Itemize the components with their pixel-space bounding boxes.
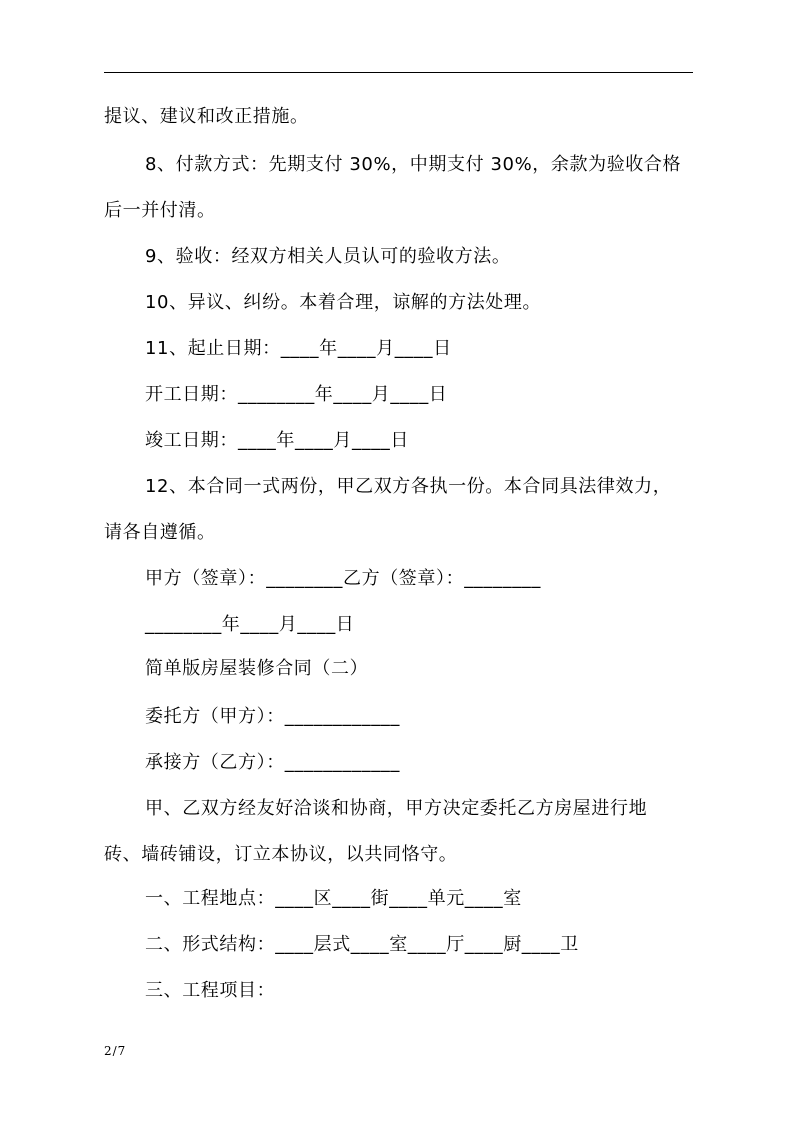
page-number: 2/7 xyxy=(104,1044,127,1058)
text-line: 甲方（签章）：________乙方（签章）：________ xyxy=(145,568,541,589)
text-line: 竣工日期：____年____月____日 xyxy=(145,430,409,451)
text-line: 二、形式结构：____层式____室____厅____厨____卫 xyxy=(145,934,579,955)
text-line: 10、异议、纠纷。本着合理，谅解的方法处理。 xyxy=(145,292,542,313)
text-line: 承接方（乙方）：____________ xyxy=(145,752,400,773)
text-line: ________年____月____日 xyxy=(145,614,355,635)
text-line: 委托方（甲方）：____________ xyxy=(145,706,400,727)
text-line: 甲、乙双方经友好洽谈和协商，甲方决定委托乙方房屋进行地 xyxy=(145,798,648,819)
text-line: 请各自遵循。 xyxy=(104,522,216,543)
section-title: 简单版房屋装修合同（二） xyxy=(145,658,369,679)
text-line: 9、验收：经双方相关人员认可的验收方法。 xyxy=(145,246,511,267)
text-line: 12、本合同一式两份，甲乙双方各执一份。本合同具法律效力， xyxy=(145,476,672,497)
text-line: 8、付款方式：先期支付 30%，中期支付 30%，余款为验收合格 xyxy=(145,154,682,175)
text-line: 后一并付清。 xyxy=(104,200,216,221)
text-line: 11、起止日期：____年____月____日 xyxy=(145,338,452,359)
text-line: 提议、建议和改正措施。 xyxy=(104,106,309,127)
text-line: 开工日期：________年____月____日 xyxy=(145,384,448,405)
text-line: 三、工程项目： xyxy=(145,980,276,1001)
header-rule xyxy=(104,72,693,73)
text-line: 砖、墙砖铺设，订立本协议，以共同恪守。 xyxy=(104,844,458,865)
text-line: 一、工程地点：____区____街____单元____室 xyxy=(145,888,522,909)
